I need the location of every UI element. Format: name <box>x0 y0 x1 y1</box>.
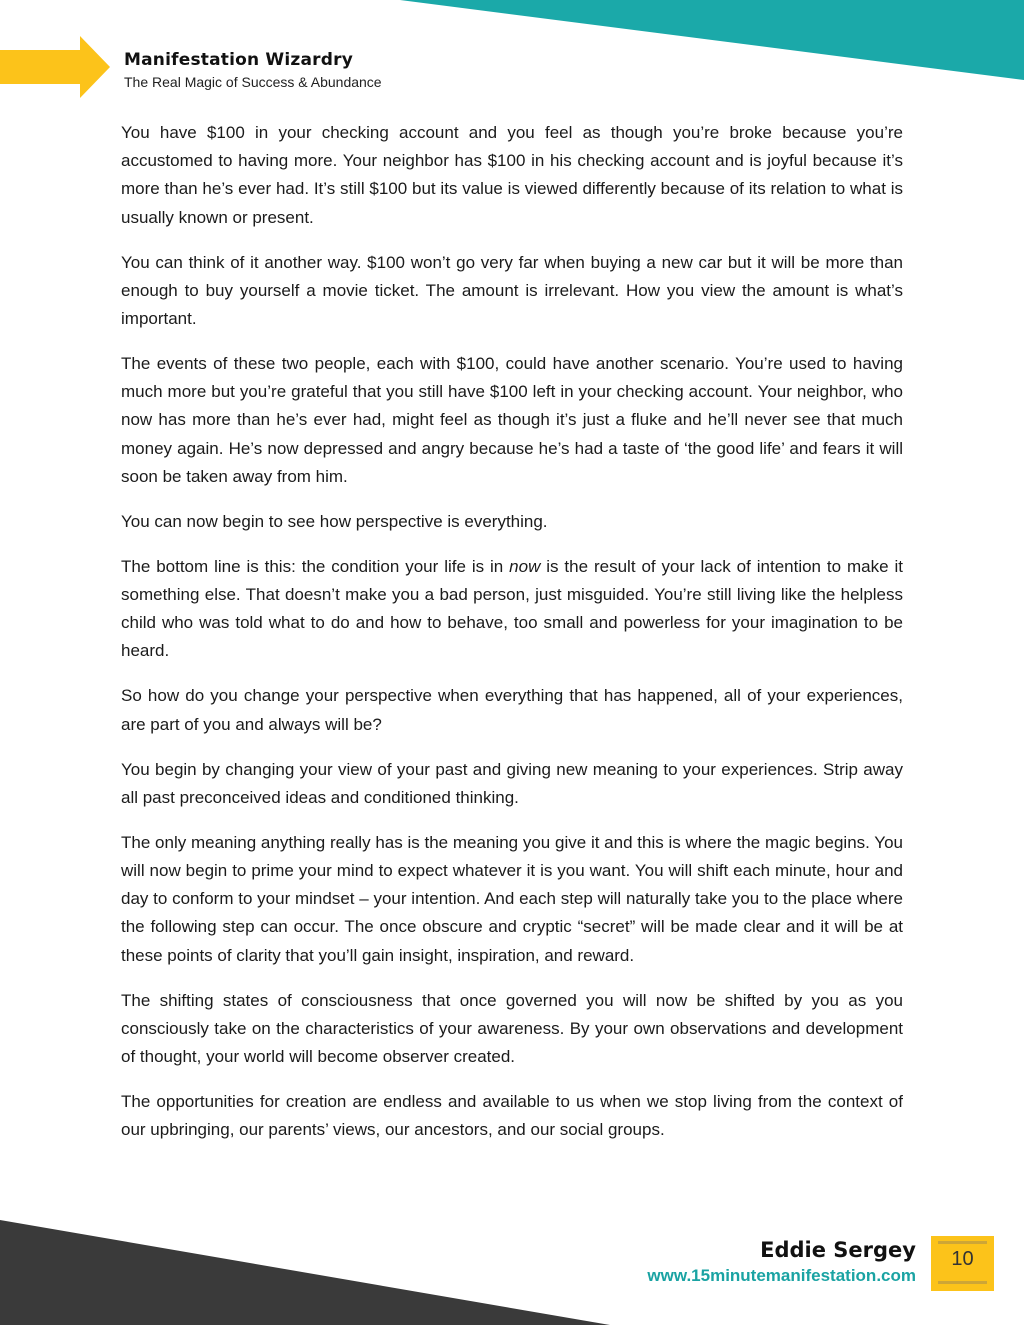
paragraph-text: is the result of your lack of intention to make it something else. That doesn’t make you a bad person, just misguided. You’re still living like the helpless child who was told what to do and how to behave, too small and powerless for your imagination to be heard. <box>121 556 903 661</box>
paragraph: You have $100 in your checking account and you feel as though you’re broke because you’re accustomed to having more. Your neighbor has $100 in his checking account and is joyful because it’s more than he’s ever had. It’s still $100 but its value is viewed differently because of its relation to what is usually known or present. <box>121 123 903 227</box>
paragraph-text: The bottom line is this: the condition your life is in <box>121 556 510 576</box>
book-title: Manifestation Wizardry <box>124 50 353 70</box>
paragraph: You begin by changing your view of your past and giving new meaning to your experiences. Strip away all past preconceived ideas and conditioned thinking. <box>121 759 903 807</box>
emphasis-text: now <box>509 556 541 576</box>
paragraph: The only meaning anything really has is the meaning you give it and this is where the magic begins. You will now begin to prime your mind to expect whatever it is you want. You will shift each minute, hour and day to conform to your mindset – your intention. And each step will naturally take you to the place where the following step can occur. The once obscure and cryptic “secret” will be made clear and it will be at these points of clarity that you’ll gain insight, inspiration, and reward. <box>121 832 903 965</box>
website-link[interactable]: www.15minutemanifestation.com <box>647 1266 916 1285</box>
book-subtitle: The Real Magic of Success & Abundance <box>124 74 382 90</box>
page-number-badge <box>931 1236 994 1291</box>
paragraph: You can think of it another way. $100 won’t go very far when buying a new car but it will be more than enough to buy yourself a movie ticket. The amount is irrelevant. How you view the amount is what’s important. <box>121 252 903 329</box>
page-header <box>124 50 382 92</box>
arrow-right-icon <box>0 36 110 98</box>
paragraph: The events of these two people, each with $100, could have another scenario. You’re used to having much more but you’re grateful that you still have $100 left in your checking account. Your neighbor, who now has more than he’s ever had, might feel as though it’s just a fluke and he’ll never see that much money again. He’s now depressed and angry because he’s had a taste of ‘the good life’ and fears it will soon be taken away from him. <box>121 354 903 486</box>
paragraph: You can now begin to see how perspective is everything. <box>121 511 548 531</box>
dark-bottom-band <box>0 1220 610 1325</box>
body-text <box>121 119 903 1161</box>
page-footer <box>647 1236 916 1288</box>
paragraph: So how do you change your perspective when everything that has happened, all of your experiences, are part of you and always will be? <box>121 686 903 734</box>
paragraph <box>121 553 903 666</box>
paragraph: The shifting states of consciousness that once governed you will now be shifted by you as you consciously take on the characteristics of your awareness. By your own observations and development of thought, your world will become observer created. <box>121 990 903 1067</box>
teal-corner-band <box>400 0 1024 80</box>
paragraph: The opportunities for creation are endless and available to us when we stop living from the context of our upbringing, our parents’ views, our ancestors, and our social groups. <box>121 1092 903 1140</box>
page-number: 10 <box>951 1248 974 1270</box>
badge-bottom-rule <box>938 1281 987 1284</box>
author-name: Eddie Sergey <box>760 1238 916 1262</box>
badge-top-rule <box>938 1241 987 1244</box>
